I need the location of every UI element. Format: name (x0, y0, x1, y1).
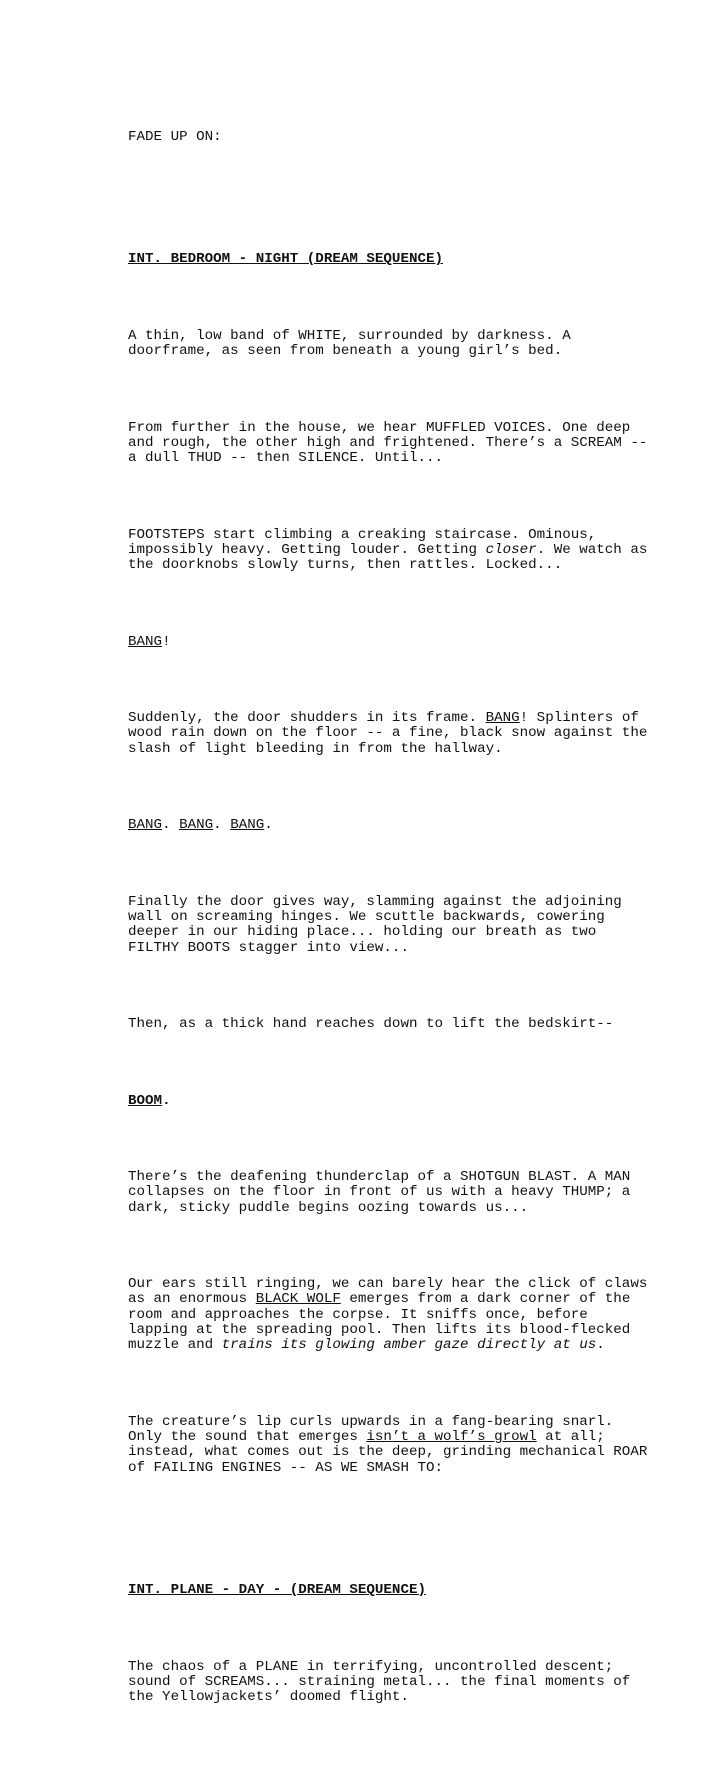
line: FILTHY BOOTS stagger into view... (128, 939, 409, 956)
action-paragraph-3 (128, 528, 648, 574)
line (128, 1292, 648, 1307)
action-paragraph-7 (128, 895, 648, 956)
text-run: . We watch as (536, 541, 648, 558)
line: slash of light bleeding in from the hallway. (128, 740, 503, 757)
text-run: . (596, 1337, 605, 1354)
text-run: emerges from a dark corner of the (340, 1291, 631, 1308)
italic-text: closer (485, 541, 537, 558)
italic-text: trains its glowing amber gaze directly at us (221, 1337, 597, 1354)
line: collapses on the floor in front of us with a heavy THUMP; a (128, 1184, 631, 1201)
action-paragraph-4 (128, 635, 648, 650)
line: Then, as a thick hand reaches down to lift the bedskirt-- (128, 1016, 614, 1033)
underlined-text: BANG (230, 817, 265, 834)
line: There’s the deafening thunderclap of a SHOTGUN BLAST. A MAN (128, 1169, 631, 1186)
line: wood rain down on the floor -- a fine, black snow against the (128, 725, 648, 742)
transition-fade-up: FADE UP ON: (128, 128, 222, 145)
action-paragraph-10 (128, 1170, 648, 1216)
scene-heading-plane: INT. PLANE - DAY - (DREAM SEQUENCE) (128, 1582, 426, 1599)
underlined-text: BANG (485, 710, 520, 727)
text-run: . (162, 1092, 171, 1109)
text-run: ! Splinters of (519, 710, 639, 727)
line: lapping at the spreading pool. Then lifts its blood-flecked (128, 1322, 631, 1339)
line: Our ears still ringing, we can barely hear the click of claws (128, 1276, 648, 1293)
line: FOOTSTEPS start climbing a creaking staircase. Ominous, (128, 526, 597, 543)
action-paragraph-12 (128, 1415, 648, 1476)
line: sound of SCREAMS... straining metal... the final moments of (128, 1673, 631, 1690)
line (128, 1430, 648, 1445)
line: a dull THUD -- then SILENCE. Until... (128, 450, 444, 467)
text-run: ! (162, 633, 171, 650)
line (128, 711, 648, 726)
line: The chaos of a PLANE in terrifying, uncontrolled descent; (128, 1658, 614, 1675)
line: and rough, the other high and frightened. There’s a SCREAM -- (128, 434, 648, 451)
underlined-text: BLACK WOLF (255, 1291, 341, 1308)
line: wall on screaming hinges. We scuttle backwards, cowering (128, 909, 605, 926)
text-run: . (162, 817, 180, 834)
action-paragraph-13 (128, 1660, 648, 1706)
line: the doorknobs slowly turns, then rattles. Locked... (128, 557, 563, 574)
line: room and approaches the corpse. It sniffs once, before (128, 1306, 588, 1323)
underlined-text: BANG (128, 633, 163, 650)
line: Finally the door gives way, slamming against the adjoining (128, 893, 622, 910)
line: instead, what comes out is the deep, grinding mechanical ROAR (128, 1444, 648, 1461)
line: dark, sticky puddle begins oozing towards us... (128, 1199, 529, 1216)
line: A thin, low band of WHITE, surrounded by darkness. A (128, 327, 571, 344)
action-paragraph-2 (128, 421, 648, 467)
underlined-text: isn’t a wolf’s growl (366, 1429, 537, 1446)
screenplay-body (128, 84, 648, 1767)
action-paragraph-8 (128, 1017, 648, 1032)
line: The creature’s lip curls upwards in a fang-bearing snarl. (128, 1413, 614, 1430)
text-run: as an enormous (128, 1291, 256, 1308)
line: From further in the house, we hear MUFFLED VOICES. One deep (128, 419, 631, 436)
text-run: muzzle and (128, 1337, 222, 1354)
action-paragraph-5 (128, 711, 648, 757)
text-run: at all; (536, 1429, 605, 1446)
bold-underlined-text: BOOM (128, 1092, 163, 1109)
line (128, 543, 648, 558)
line: of FAILING ENGINES -- AS WE SMASH TO: (128, 1459, 444, 1476)
text-run: Only the sound that emerges (128, 1429, 367, 1446)
text-run: Suddenly, the door shudders in its frame. (128, 710, 486, 727)
text-run: . (213, 817, 231, 834)
underlined-text: BANG (128, 817, 163, 834)
scene-heading-bedroom: INT. BEDROOM - NIGHT (DREAM SEQUENCE) (128, 251, 444, 268)
action-paragraph-1 (128, 329, 648, 360)
underlined-text: BANG (179, 817, 214, 834)
action-paragraph-9 (128, 1094, 648, 1109)
text-run: . (264, 817, 273, 834)
line: the Yellowjackets’ doomed flight. (128, 1689, 409, 1706)
line: deeper in our hiding place... holding our breath as two (128, 924, 597, 941)
action-paragraph-6 (128, 818, 648, 833)
line: doorframe, as seen from beneath a young girl’s bed. (128, 343, 563, 360)
action-paragraph-11 (128, 1277, 648, 1353)
text-run: impossibly heavy. Getting louder. Getting (128, 541, 486, 558)
line (128, 1338, 648, 1353)
